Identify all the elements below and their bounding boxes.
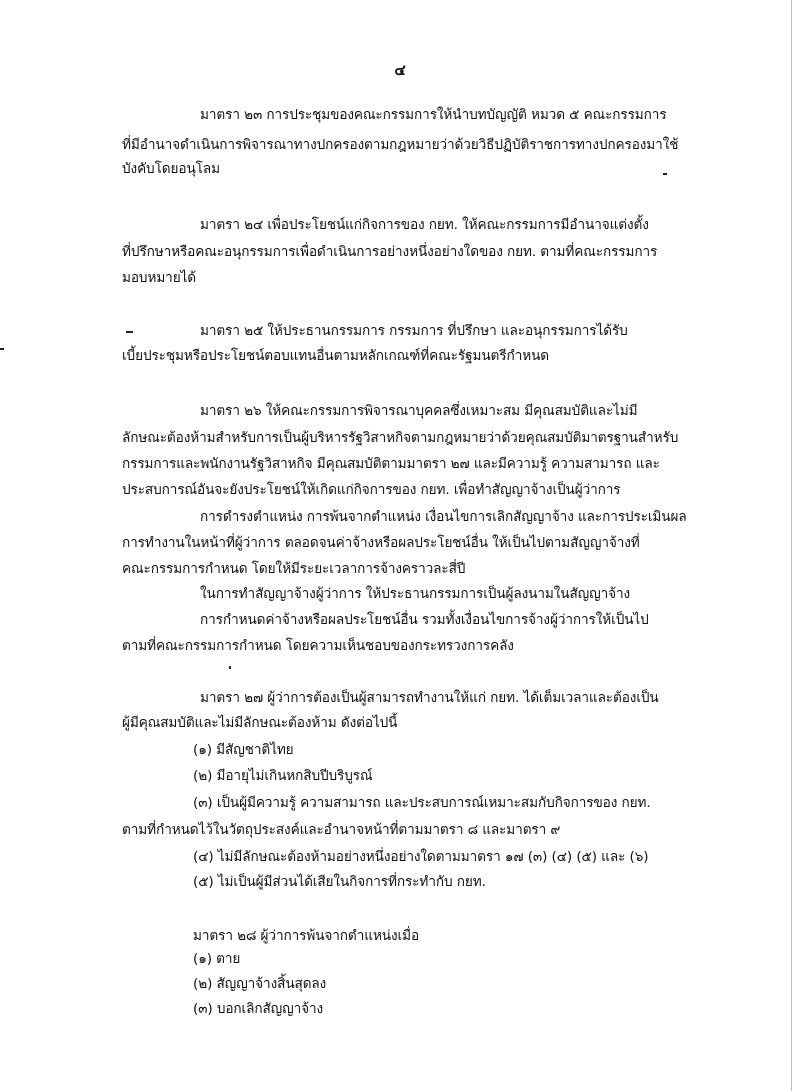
- section-26-line-3: กรรมการและพนักงานรัฐวิสาหกิจ มีคุณสมบัติตามมาตรา ๒๗ และมีความรู้ ความสามารถ และ: [122, 456, 660, 472]
- section-28-item-3: (๓) บอกเลิกสัญญาจ้าง: [193, 1001, 324, 1017]
- section-24-line-2: ที่ปรึกษาหรือคณะอนุกรรมการเพื่อดำเนินการอย่างหนึ่งอย่างใดของ กยท. ตามที่คณะกรรมการ: [122, 244, 658, 260]
- scan-speck: [126, 331, 133, 333]
- section-27-line-2: ผู้มีคุณสมบัติและไม่มีลักษณะต้องห้าม ดังต่อไปนี้: [122, 715, 398, 731]
- section-27-item-2: (๒) มีอายุไม่เกินหกสิบปีบริบูรณ์: [193, 768, 373, 784]
- section-26-line-4: ประสบการณ์อันจะยังประโยชน์ให้เกิดแก่กิจการของ กยท. เพื่อทำสัญญาจ้างเป็นผู้ว่าการ: [122, 482, 621, 498]
- section-24-line-1: มาตรา ๒๔ เพื่อประโยชน์แก่กิจการของ กยท. ให้คณะกรรมการมีอำนาจแต่งตั้ง: [200, 217, 649, 233]
- section-27-item-3: (๓) เป็นผู้มีความรู้ ความสามารถ และประสบการณ์เหมาะสมกับกิจการของ กยท.: [193, 795, 651, 811]
- section-26-line-7: คณะกรรมการกำหนด โดยให้มีระยะเวลาการจ้างคราวละสี่ปี: [122, 561, 466, 577]
- section-26-line-9: การกำหนดค่าจ้างหรือผลประโยชน์อื่น รวมทั้งเงื่อนไขการจ้างผู้ว่าการให้เป็นไป: [200, 612, 649, 628]
- section-23-line-3: บังคับโดยอนุโลม: [122, 161, 220, 177]
- section-28-line-1: มาตรา ๒๘ ผู้ว่าการพ้นจากตำแหน่งเมื่อ: [193, 928, 420, 944]
- section-27-item-4: (๔) ไม่มีลักษณะต้องห้ามอย่างหนึ่งอย่างใดตามมาตรา ๑๗ (๓) (๔) (๕) และ (๖): [193, 849, 649, 865]
- section-25-line-2: เบี้ยประชุมหรือประโยชน์ตอบแทนอื่นตามหลักเกณฑ์ที่คณะรัฐมนตรีกำหนด: [122, 348, 550, 364]
- section-23-line-1: มาตรา ๒๓ การประชุมของคณะกรรมการให้นำบทบัญญัติ หมวด ๕ คณะกรรมการ: [200, 107, 667, 123]
- scan-edge-line: [791, 0, 792, 1091]
- scan-speck: [0, 348, 4, 350]
- section-26-line-8: ในการทำสัญญาจ้างผู้ว่าการ ให้ประธานกรรมการเป็นผู้ลงนามในสัญญาจ้าง: [200, 586, 631, 602]
- section-26-line-1: มาตรา ๒๖ ให้คณะกรรมการพิจารณาบุคคลซึ่งเหมาะสม มีคุณสมบัติและไม่มี: [200, 403, 638, 419]
- section-27-item-5: (๕) ไม่เป็นผู้มีส่วนได้เสียในกิจการที่กระทำกับ กยท.: [193, 874, 486, 890]
- scan-speck: [663, 173, 667, 175]
- section-24-line-3: มอบหมายได้: [122, 270, 197, 286]
- page-number: ๔: [394, 61, 406, 79]
- section-27-line-1: มาตรา ๒๗ ผู้ว่าการต้องเป็นผู้สามารถทำงานให้แก่ กยท. ได้เต็มเวลาและต้องเป็น: [200, 690, 659, 706]
- section-27-item-1: (๑) มีสัญชาติไทย: [193, 742, 294, 758]
- section-26-line-6: การทำงานในหน้าที่ผู้ว่าการ ตลอดจนค่าจ้างหรือผลประโยชน์อื่น ให้เป็นไปตามสัญญาจ้างที่: [122, 535, 640, 551]
- section-27-item-3-cont: ตามที่กำหนดไว้ในวัตถุประสงค์และอำนาจหน้าที่ตามมาตรา ๘ และมาตรา ๙: [122, 822, 561, 838]
- section-26-line-2: ลักษณะต้องห้ามสำหรับการเป็นผู้บริหารรัฐวิสาหกิจตามกฎหมายว่าด้วยคุณสมบัติมาตรฐานสำหรับ: [122, 430, 679, 446]
- section-28-item-1: (๑) ตาย: [193, 951, 241, 967]
- section-26-line-10: ตามที่คณะกรรมการกำหนด โดยความเห็นชอบของกระทรวงการคลัง: [122, 638, 514, 654]
- section-25-line-1: มาตรา ๒๕ ให้ประธานกรรมการ กรรมการ ที่ปรึกษา และอนุกรรมการได้รับ: [200, 323, 628, 339]
- section-23-line-2: ที่มีอำนาจดำเนินการพิจารณาทางปกครองตามกฎหมายว่าด้วยวิธีปฏิบัติราชการทางปกครองมาใช้: [122, 137, 679, 153]
- section-26-line-5: การดำรงตำแหน่ง การพ้นจากตำแหน่ง เงื่อนไขการเลิกสัญญาจ้าง และการประเมินผล: [200, 509, 687, 525]
- scan-speck: [229, 666, 231, 669]
- section-28-item-2: (๒) สัญญาจ้างสิ้นสุดลง: [193, 976, 327, 992]
